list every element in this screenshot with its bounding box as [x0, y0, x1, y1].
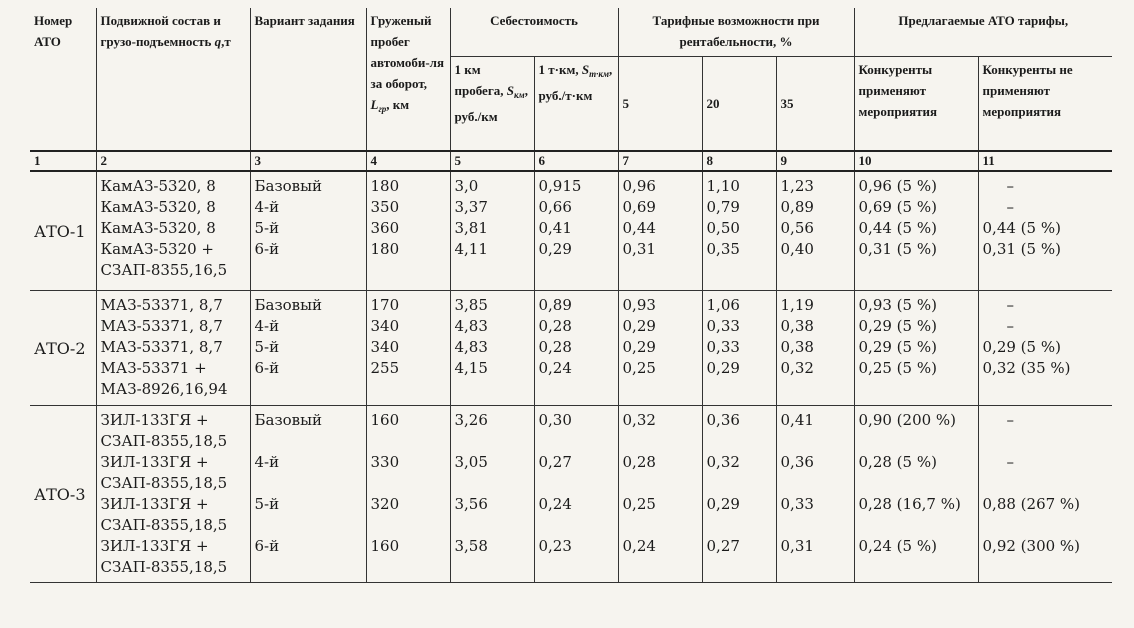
- variant-cell: Базовый 4-й 5-й 6-й: [250, 291, 366, 406]
- tariff-35-cell: 1,23 0,89 0,56 0,40: [776, 171, 854, 291]
- header-cost: Себестоимость: [450, 8, 618, 57]
- run-cell: 180 350 360 180: [366, 171, 450, 291]
- column-number: 10: [854, 151, 978, 171]
- tariff-5-cell: 0,96 0,69 0,44 0,31: [618, 171, 702, 291]
- offer-not-act-cell: – – 0,44 (5 %) 0,31 (5 %): [978, 171, 1112, 291]
- tariff-35-cell: 1,19 0,38 0,38 0,32: [776, 291, 854, 406]
- header-cost-per-km: 1 км пробега, $S_{км}$, руб./км: [450, 57, 534, 151]
- variant-cell: Базовый 4-й 5-й 6-й: [250, 406, 366, 583]
- ato-label: АТО-3: [30, 406, 96, 583]
- tariff-table: [30, 8, 1112, 583]
- cost-tkm-cell: 0,89 0,28 0,28 0,24: [534, 291, 618, 406]
- header-offered-competitors-act: Конкуренты применяют мероприятия: [854, 57, 978, 151]
- table-row-group-ato-1: [30, 171, 1112, 291]
- header-offered-competitors-not-act: Конкуренты не применяют мероприятия: [978, 57, 1112, 151]
- header-offered: Предлагаемые АТО тарифы,: [854, 8, 1112, 57]
- variant-cell: Базовый 4-й 5-й 6-й: [250, 171, 366, 291]
- header-rolling-stock: Подвижной состав и грузо-подъемность q,т: [96, 8, 250, 151]
- tariff-20-cell: 1,10 0,79 0,50 0,35: [702, 171, 776, 291]
- column-number: 11: [978, 151, 1112, 171]
- header-tariff: Тарифные возможности при рентабельности, %: [618, 8, 854, 57]
- offer-act-cell: 0,90 (200 %) 0,28 (5 %) 0,28 (16,7 %) 0,24 (5 %): [854, 406, 978, 583]
- tariff-35-cell: 0,41 0,36 0,33 0,31: [776, 406, 854, 583]
- vehicle-cell: ЗИЛ-133ГЯ + СЗАП-8355,18,5 ЗИЛ-133ГЯ + СЗАП-8355,18,5 ЗИЛ-133ГЯ + СЗАП-8355,18,5 ЗИЛ-133ГЯ + СЗАП-8355,18,5: [96, 406, 250, 583]
- table-header: [30, 8, 1112, 171]
- ato-label: АТО-2: [30, 291, 96, 406]
- vehicle-cell: МАЗ-53371, 8,7 МАЗ-53371, 8,7 МАЗ-53371, 8,7 МАЗ-53371 + МАЗ-8926,16,94: [96, 291, 250, 406]
- offer-act-cell: 0,96 (5 %) 0,69 (5 %) 0,44 (5 %) 0,31 (5 %): [854, 171, 978, 291]
- run-cell: 160 330 320 160: [366, 406, 450, 583]
- offer-not-act-cell: – – 0,29 (5 %) 0,32 (35 %): [978, 291, 1112, 406]
- column-number: 2: [96, 151, 250, 171]
- column-number: 7: [618, 151, 702, 171]
- column-number: 6: [534, 151, 618, 171]
- vehicle-cell: КамАЗ-5320, 8 КамАЗ-5320, 8 КамАЗ-5320, 8 КамАЗ-5320 + СЗАП-8355,16,5: [96, 171, 250, 291]
- header-ato-number: Номер АТО: [34, 13, 73, 49]
- header-tariff-35: 35: [776, 57, 854, 151]
- cost-km-cell: 3,85 4,83 4,83 4,15: [450, 291, 534, 406]
- column-number: 8: [702, 151, 776, 171]
- cost-km-cell: 3,0 3,37 3,81 4,11: [450, 171, 534, 291]
- header-variant: Вариант задания: [250, 8, 366, 151]
- offer-not-act-cell: – – 0,88 (267 %) 0,92 (300 %): [978, 406, 1112, 583]
- header-tariff-5: 5: [618, 57, 702, 151]
- header-cost-per-tkm: 1 т·км, $S_{т\cdot км}$, руб./т·км: [534, 57, 618, 151]
- tariff-5-cell: 0,32 0,28 0,25 0,24: [618, 406, 702, 583]
- cost-tkm-cell: 0,30 0,27 0,24 0,23: [534, 406, 618, 583]
- header-loaded-run: Груженый пробег автомоби-ля за оборот, $L_{гр}$, км: [366, 8, 450, 151]
- column-number: 1: [30, 151, 96, 171]
- column-number: 3: [250, 151, 366, 171]
- column-number: 4: [366, 151, 450, 171]
- header-tariff-20: 20: [702, 57, 776, 151]
- offer-act-cell: 0,93 (5 %) 0,29 (5 %) 0,29 (5 %) 0,25 (5 %): [854, 291, 978, 406]
- run-cell: 170 340 340 255: [366, 291, 450, 406]
- column-number-row: [30, 151, 1112, 171]
- tariff-20-cell: 0,36 0,32 0,29 0,27: [702, 406, 776, 583]
- table-row-group-ato-3: [30, 406, 1112, 583]
- tariff-5-cell: 0,93 0,29 0,29 0,25: [618, 291, 702, 406]
- column-number: 5: [450, 151, 534, 171]
- ato-label: АТО-1: [30, 171, 96, 291]
- tariff-20-cell: 1,06 0,33 0,33 0,29: [702, 291, 776, 406]
- cost-tkm-cell: 0,915 0,66 0,41 0,29: [534, 171, 618, 291]
- column-number: 9: [776, 151, 854, 171]
- cost-km-cell: 3,26 3,05 3,56 3,58: [450, 406, 534, 583]
- table-row-group-ato-2: [30, 291, 1112, 406]
